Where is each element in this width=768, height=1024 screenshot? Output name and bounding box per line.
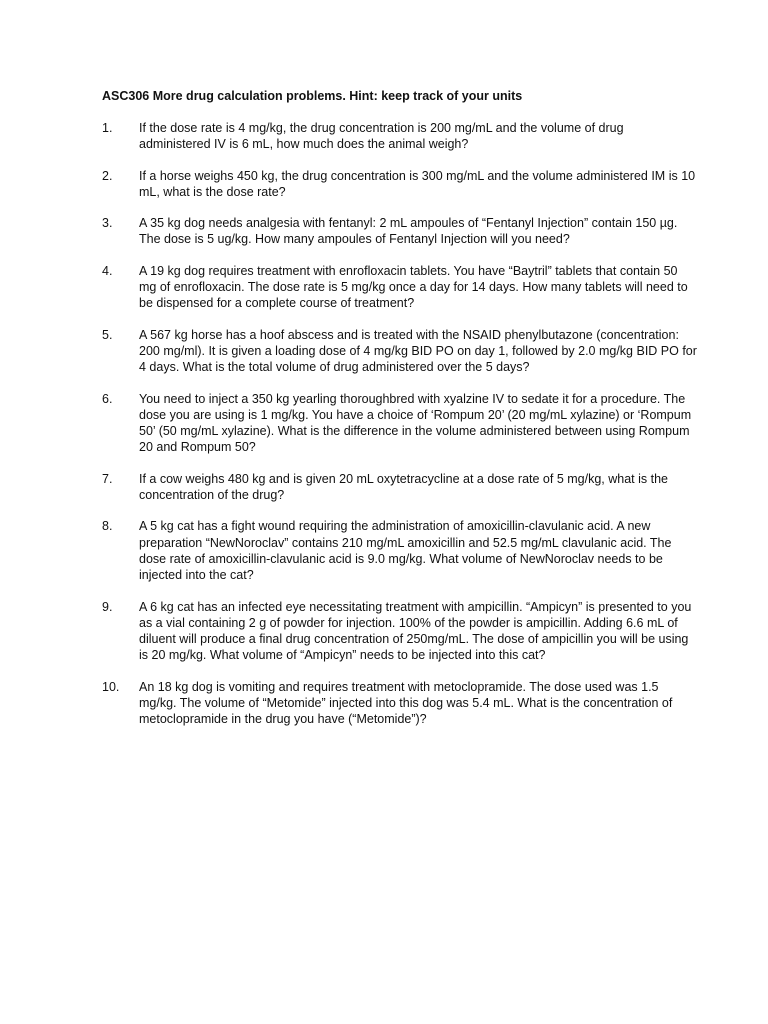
problem-item — [102, 391, 698, 456]
problem-item — [102, 263, 698, 312]
problem-number: 6. — [102, 391, 113, 406]
problem-number: 10. — [102, 679, 120, 694]
problem-item — [102, 168, 698, 201]
problem-number: 1. — [102, 121, 113, 135]
problem-text: If the dose rate is 4 mg/kg, the drug concentration is 200 mg/mL and the volume of drug administered IV is 6 mL, how much does the animal weigh? — [139, 121, 624, 152]
problem-text: A 6 kg cat has an infected eye necessitating treatment with ampicillin. “Ampicyn” is presented to you as a vial containing 2 g of powder for injection. 100% of the powder is ampicillin. Adding 6.6 mL of diluent will produce a final drug concentration of 250mg/mL. The dose of ampicillin you will be using is 20 mg/kg. What volume of “Ampicyn” needs to be injected into this cat? — [139, 599, 692, 663]
problem-text: You need to inject a 350 kg yearling thoroughbred with xyalzine IV to sedate it for a procedure. The dose you are using is 1 mg/kg. You have a choice of ‘Rompum 20’ (20 mg/mL xylazine) or ‘Rompum 50’ (50 mg/mL xylazine). What is the difference in the volume administered between using Rompum 20 and Rompum 50? — [139, 391, 692, 455]
problem-item — [102, 679, 698, 728]
problem-text: A 5 kg cat has a fight wound requiring the administration of amoxicillin-clavulanic acid. A new preparation “NewNoroclav” contains 210 mg/mL amoxicillin and 52.5 mg/mL clavulanic acid. The dose rate of amoxicillin-clavulanic acid is 9.0 mg/kg. What volume of NewNoroclav needs to be injected into the cat? — [139, 519, 672, 583]
problem-text: An 18 kg dog is vomiting and requires treatment with metoclopramide. The dose used was 1.5 mg/kg. The volume of “Metomide” injected into this dog was 5.4 mL. What is the concentration of metoclopramide in the drug you have (“Metomide”)? — [139, 679, 673, 727]
problem-item — [102, 120, 698, 153]
problem-text: A 567 kg horse has a hoof abscess and is treated with the NSAID phenylbutazone (concentration: 200 mg/ml). It is given a loading dose of 4 mg/kg BID PO on day 1, followed by 2.0 mg/kg BID PO for 4 days. What is the total volume of drug administered over the 5 days? — [139, 327, 697, 375]
problem-number: 5. — [102, 327, 113, 342]
problem-list — [102, 120, 698, 728]
problem-number: 9. — [102, 599, 113, 614]
problem-item — [102, 518, 698, 583]
document-title: ASC306 More drug calculation problems. Hint: keep track of your units — [102, 89, 523, 103]
problem-text: If a horse weighs 450 kg, the drug concentration is 300 mg/mL and the volume administered IM is 10 mL, what is the dose rate? — [139, 168, 696, 199]
problem-number: 2. — [102, 168, 113, 183]
problem-number: 7. — [102, 471, 113, 486]
problem-item — [102, 471, 698, 504]
problem-text: A 35 kg dog needs analgesia with fentanyl: 2 mL ampoules of “Fentanyl Injection” contain 150 µg. The dose is 5 ug/kg. How many ampoules of Fentanyl Injection will you need? — [139, 216, 678, 247]
problem-text: A 19 kg dog requires treatment with enrofloxacin tablets. You have “Baytril” tablets that contain 50 mg of enrofloxacin. The dose rate is 5 mg/kg once a day for 14 days. How many tablets will need to be dispensed for a complete course of treatment? — [139, 263, 688, 311]
problem-number: 4. — [102, 263, 113, 278]
problem-text: If a cow weighs 480 kg and is given 20 mL oxytetracycline at a dose rate of 5 mg/kg, what is the concentration of the drug? — [139, 471, 668, 503]
problem-item — [102, 599, 698, 664]
problem-item — [102, 327, 698, 376]
problem-number: 3. — [102, 216, 113, 231]
problem-item — [102, 215, 698, 248]
problem-number: 8. — [102, 519, 113, 534]
